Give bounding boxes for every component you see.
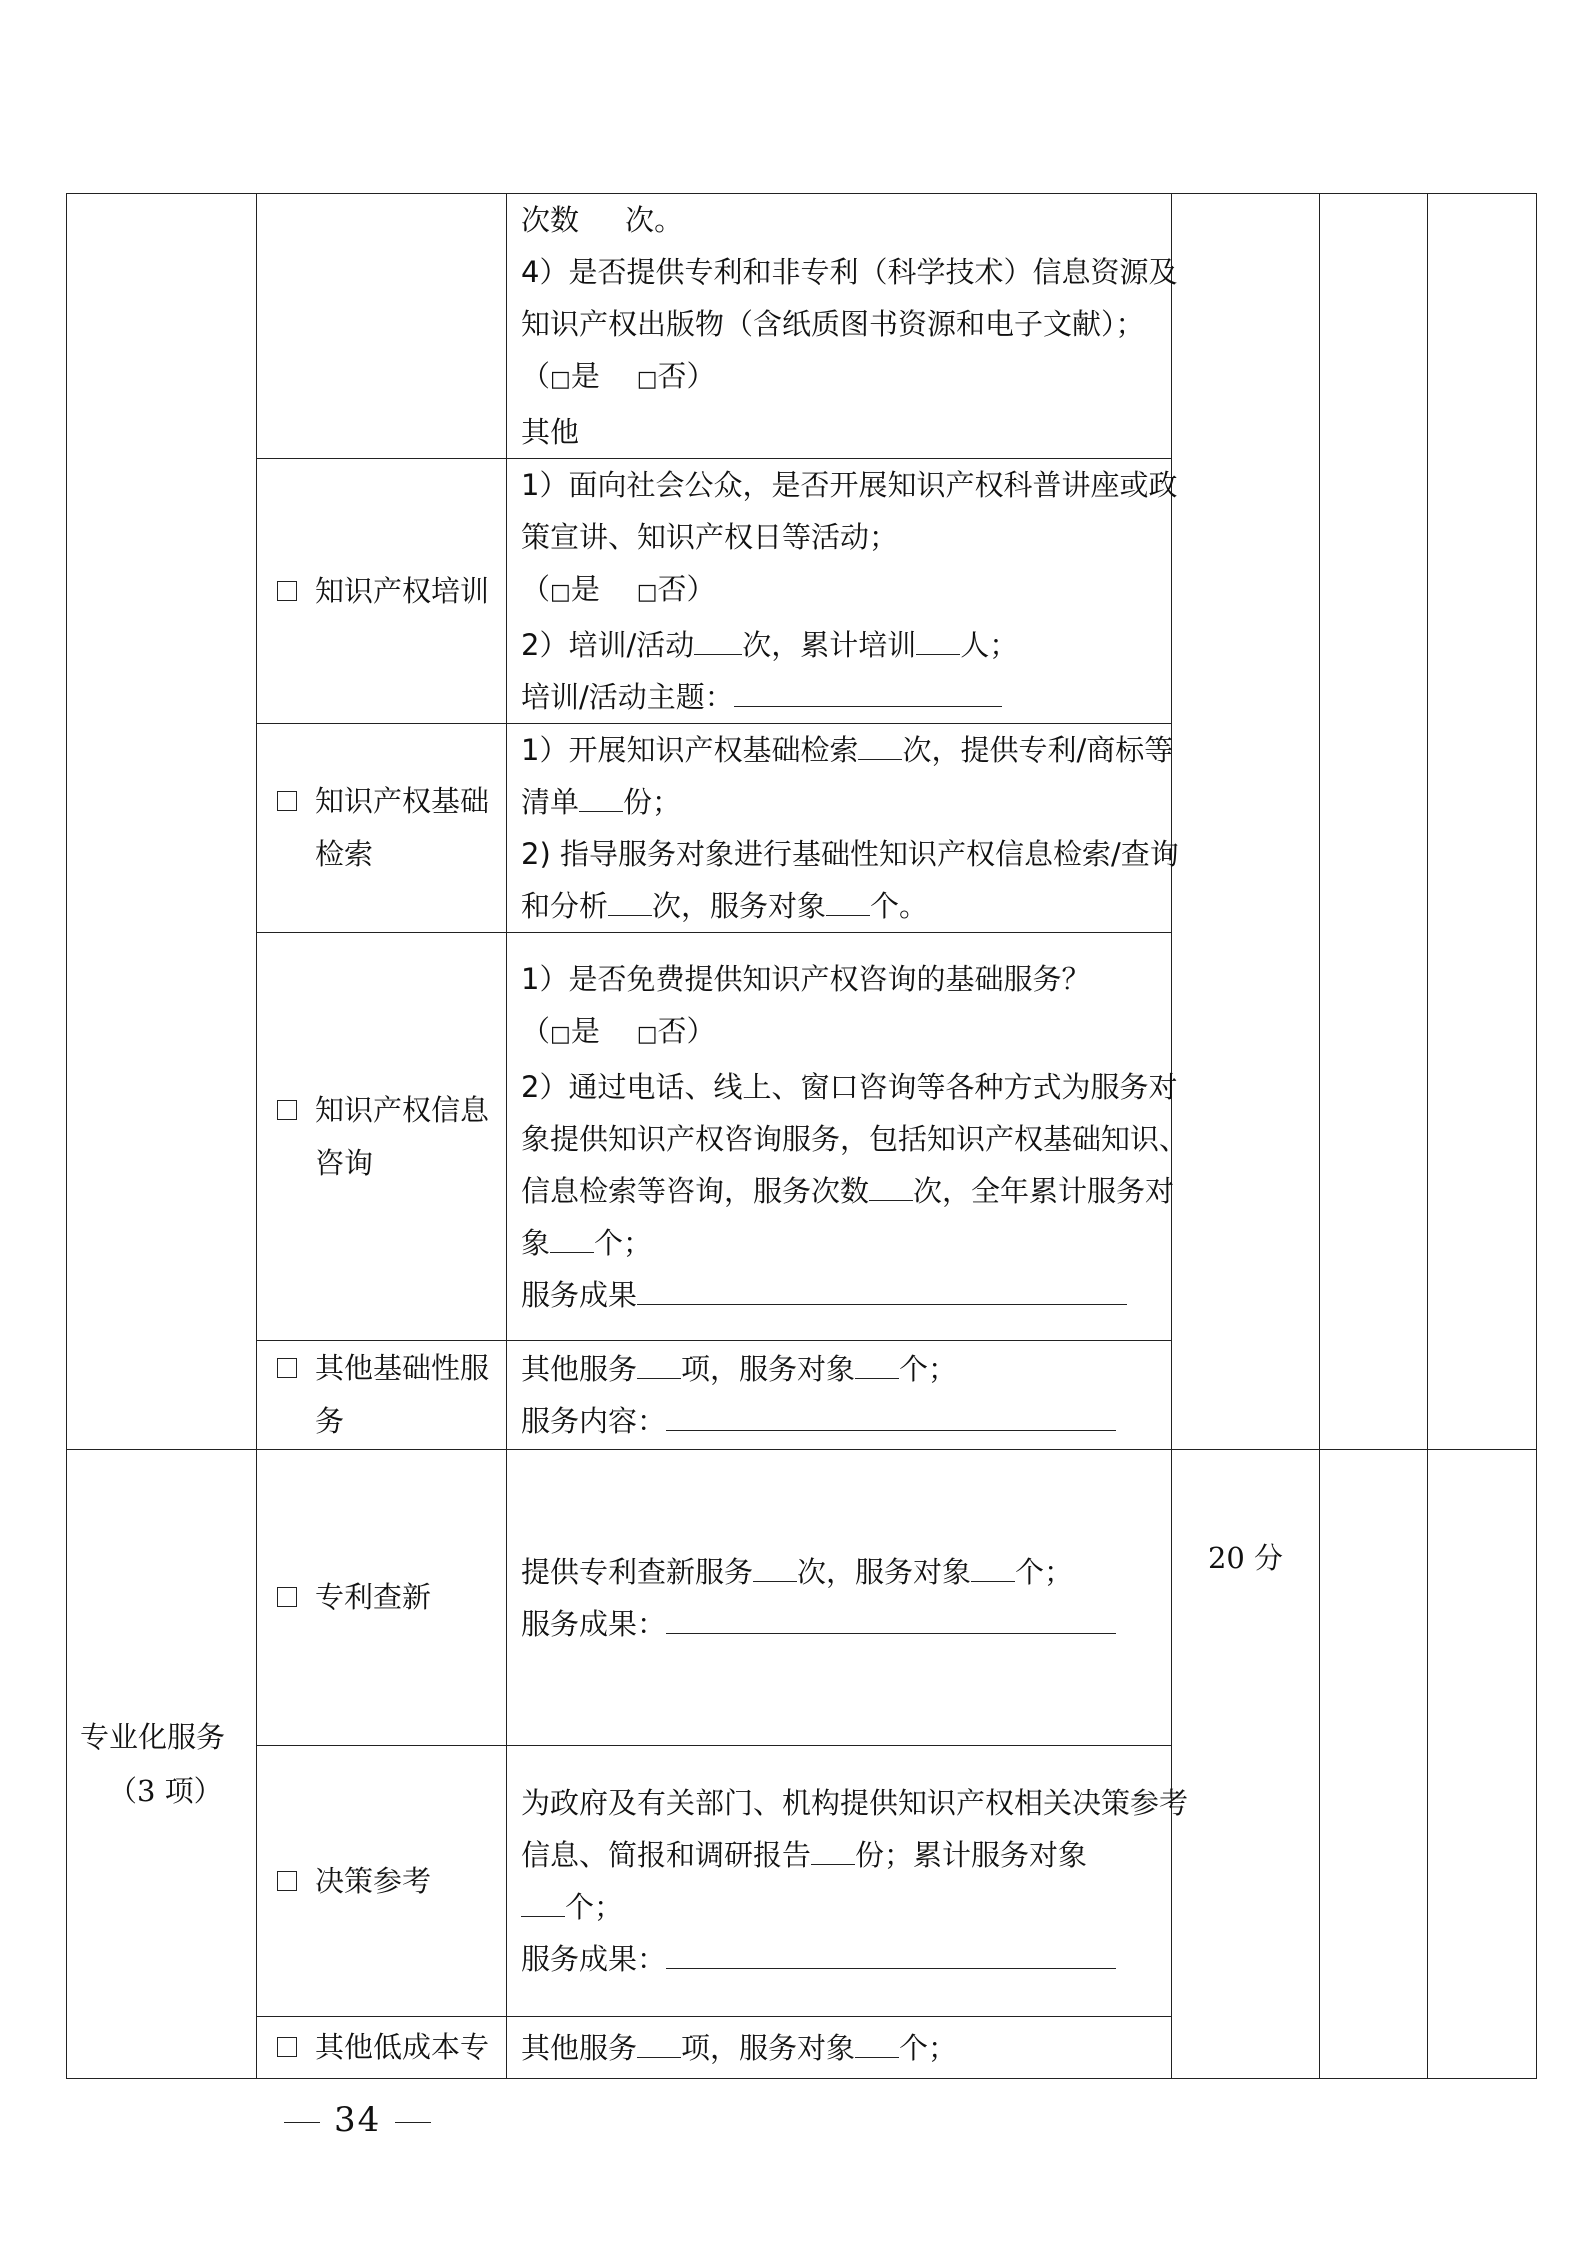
service-cell-empty bbox=[257, 194, 507, 459]
category-cell bbox=[67, 1450, 257, 2079]
checkbox[interactable] bbox=[277, 2037, 297, 2057]
checkbox[interactable] bbox=[277, 581, 297, 601]
col5-cell bbox=[1320, 1450, 1428, 2079]
category-name: 专业化服务 bbox=[80, 1720, 226, 1754]
service-cell: 知识产权基础 检索 bbox=[257, 724, 507, 933]
detail-cell: 次数 次。 4）是否提供专利和非专利（科学技术）信息资源及 知识产权出版物（含纸质图书资源和电子文献）； （□是 □否） 其他 bbox=[507, 194, 1172, 459]
service-cell: 专利查新 bbox=[257, 1450, 507, 1746]
detail-cell: 为政府及有关部门、机构提供知识产权相关决策参考 信息、简报和调研报告 份；累计服务对象 个； 服务成果： bbox=[507, 1746, 1172, 2017]
detail-cell: 提供专利查新服务 次，服务对象 个； 服务成果： bbox=[507, 1450, 1172, 1746]
score-cell bbox=[1172, 1450, 1320, 2079]
score-cell-empty bbox=[1172, 194, 1320, 1450]
category-cell-empty bbox=[67, 194, 257, 1450]
checkbox[interactable] bbox=[277, 791, 297, 811]
detail-cell: 1）是否免费提供知识产权咨询的基础服务？ （□是 □否） 2）通过电话、线上、窗口咨询等各种方式为服务对 象提供知识产权咨询服务，包括知识产权基础知识、 信息检索等咨询，服务次数 次，全年累计服务对 象 个； 服务成果 bbox=[507, 933, 1172, 1341]
detail-cell: 其他服务 项，服务对象 个； bbox=[507, 2017, 1172, 2079]
page-number: 34 bbox=[270, 2100, 445, 2140]
service-table bbox=[66, 193, 1537, 2079]
checkbox[interactable] bbox=[277, 1100, 297, 1120]
table-row bbox=[67, 194, 1537, 459]
score-value: 20 分 bbox=[1207, 1541, 1284, 1575]
detail-cell: 1）面向社会公众，是否开展知识产权科普讲座或政 策宣讲、知识产权日等活动； （□是 □否） 2）培训/活动 次，累计培训 人； 培训/活动主题： bbox=[507, 459, 1172, 724]
checkbox[interactable] bbox=[277, 1358, 297, 1378]
service-cell: 其他基础性服 务 bbox=[257, 1341, 507, 1450]
service-cell: 知识产权培训 bbox=[257, 459, 507, 724]
col6-cell bbox=[1428, 194, 1537, 1450]
col5-cell bbox=[1320, 194, 1428, 1450]
detail-cell: 1）开展知识产权基础检索 次，提供专利/商标等 清单 份； 2) 指导服务对象进行基础性知识产权信息检索/查询 和分析 次，服务对象 个。 bbox=[507, 724, 1172, 933]
checkbox[interactable] bbox=[277, 1871, 297, 1891]
service-cell: 其他低成本专 bbox=[257, 2017, 507, 2079]
checkbox[interactable] bbox=[277, 1587, 297, 1607]
category-count: （3 项） bbox=[108, 1774, 223, 1808]
detail-cell: 其他服务 项，服务对象 个； 服务内容： bbox=[507, 1341, 1172, 1450]
service-cell: 知识产权信息 咨询 bbox=[257, 933, 507, 1341]
service-cell: 决策参考 bbox=[257, 1746, 507, 2017]
col6-cell bbox=[1428, 1450, 1537, 2079]
table-row bbox=[67, 1450, 1537, 1746]
